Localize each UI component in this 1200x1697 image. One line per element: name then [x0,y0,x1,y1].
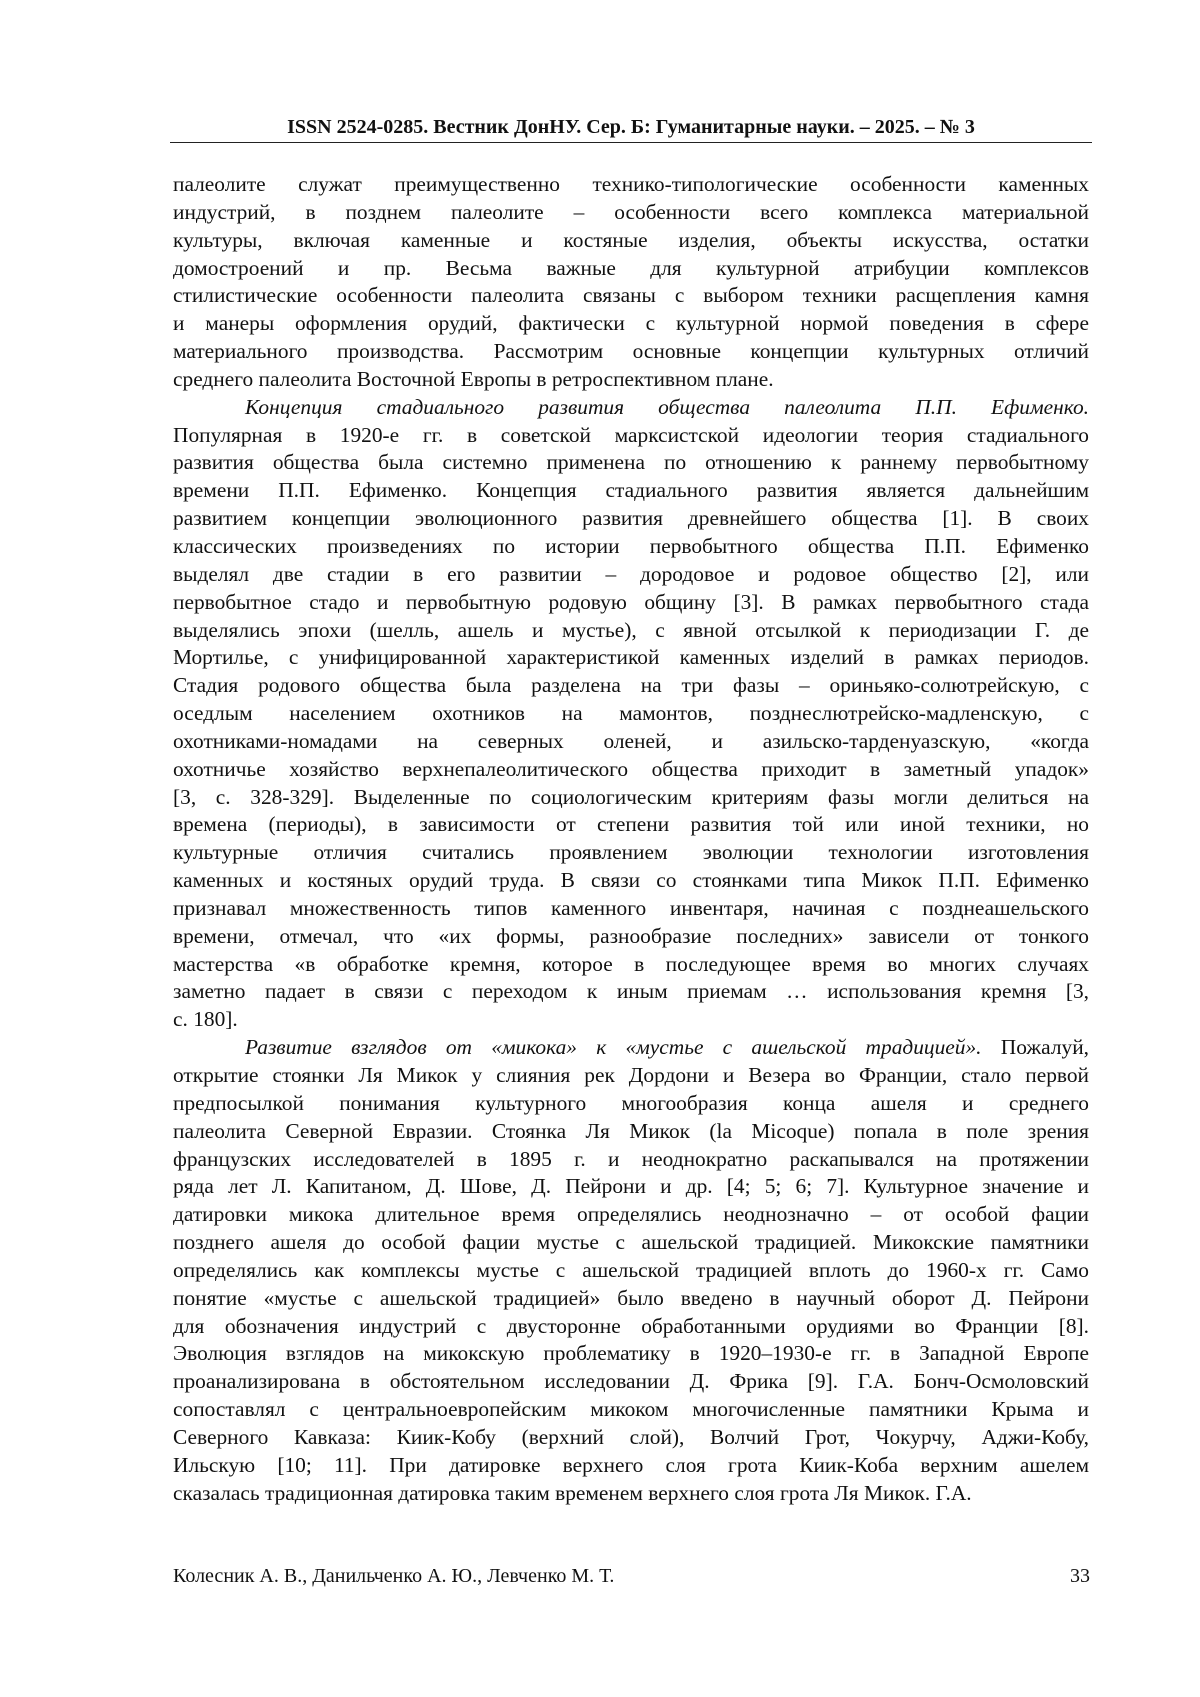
text-line: Популярная в 1920-е гг. в советской марксистской идеологии теория стадиального [173,422,1089,447]
text-line: первобытное стадо и первобытную родовую общину [3]. В рамках первобытного стада [173,589,1089,614]
text-line: развития общества была системно применена по отношению к раннему первобытному [173,450,1089,475]
paragraph-2-heading-line [173,394,1089,422]
text-line: материального производства. Рассмотрим основные концепции культурных отличий [173,339,1089,364]
text-line: открытие стоянки Ля Микок у слияния рек Дордони и Везера во Франции, стало первой [173,1063,1089,1087]
text-line: сопоставлял с центральноевропейским микоком многочисленные памятники Крыма и [173,1397,1089,1422]
section-heading-stadial: Концепция стадиального развития общества палеолита П.П. Ефименко. [245,394,1089,419]
text-line: Северного Кавказа: Киик-Кобу (верхний слой), Волчий Грот, Чокурчу, Аджи-Кобу, [173,1424,1089,1449]
text-line: выделялись эпохи (шелль, ашель и мустье), с явной отсылкой к периодизации Г. де [173,617,1089,642]
paragraph-3-heading-line [173,1034,1089,1062]
text-line: палеолита Северной Евразии. Стоянка Ля Микок (la Micoque) попала в поле зрения [173,1118,1089,1143]
text-line: и манеры оформления орудий, фактически с культурной нормой поведения в сфере [173,311,1089,336]
text-line: позднего ашеля до особой фации мустье с ашельской традицией. Микокские памятники [173,1230,1089,1255]
text-line: времена (периоды), в зависимости от степени развития той или иной техники, но [173,812,1089,837]
section-heading-micoque: Развитие взглядов от «микока» к «мустье с ашельской традицией». [245,1035,982,1060]
text-line: датировки микока длительное время определялись неоднозначно – от особой фации [173,1202,1089,1227]
header-rule [170,142,1092,143]
paragraph-3-heading-tail: Пожалуй, [981,1035,1089,1060]
text-line: развитием концепции эволюционного развития древнейшего общества [1]. В своих [173,506,1089,531]
footer-authors: Колесник А. В., Данильченко А. Ю., Левченко М. Т. [173,1565,615,1587]
text-line: среднего палеолита Восточной Европы в ретроспективном плане. [173,366,774,391]
text-line: с. 180]. [173,1007,238,1032]
text-line: охотниками-номадами на северных оленей, и азильско-тарденуазскую, «когда [173,728,1089,753]
paragraph-1 [173,171,1089,394]
text-line: выделял две стадии в его развитии – дородовое и родовое общество [2], или [173,561,1089,586]
paragraph-2 [173,394,1089,1034]
text-line: времени П.П. Ефименко. Концепция стадиального развития является дальнейшим [173,478,1089,503]
text-line: времени, отмечал, что «их формы, разнообразие последних» зависели от тонкого [173,923,1089,948]
text-line: охотничье хозяйство верхнепалеолитического общества приходит в заметный упадок» [173,756,1089,781]
journal-header: ISSN 2524-0285. Вестник ДонНУ. Сер. Б: Гуманитарные науки. – 2025. – № 3 [287,116,975,138]
text-line: стилистические особенности палеолита связаны с выбором техники расщепления камня [173,283,1089,308]
text-line: проанализирована в обстоятельном исследовании Д. Фрика [9]. Г.А. Бонч-Осмоловский [173,1369,1089,1394]
text-line: Мортилье, с унифицированной характеристикой каменных изделий в рамках периодов. [173,645,1089,670]
paragraph-3 [173,1034,1089,1507]
text-line: французских исследователей в 1895 г. и неоднократно раскапывался на протяжении [173,1146,1089,1171]
text-line: для обозначения индустрий с двусторонне обработанными орудиями во Франции [8]. [173,1313,1089,1338]
text-line: понятие «мустье с ашельской традицией» было введено в научный оборот Д. Пейрони [173,1285,1089,1310]
text-line: каменных и костяных орудий труда. В связи со стоянками типа Микок П.П. Ефименко [173,868,1089,893]
article-body [173,171,1089,1508]
text-line: культурные отличия считались проявлением эволюции технологии изготовления [173,840,1089,865]
page-number: 33 [1070,1565,1090,1587]
text-line: Эволюция взглядов на микокскую проблематику в 1920–1930-е гг. в Западной Европе [173,1341,1089,1366]
text-line: оседлым населением охотников на мамонтов, позднеслютрейско-мадленскую, с [173,701,1089,726]
text-line: ряда лет Л. Капитаном, Д. Шове, Д. Пейрони и др. [4; 5; 6; 7]. Культурное значение и [173,1174,1089,1199]
text-line: мастерства «в обработке кремня, которое в последующее время во многих случаях [173,951,1089,976]
text-line: классических произведениях по истории первобытного общества П.П. Ефименко [173,533,1089,558]
text-line: культуры, включая каменные и костяные изделия, объекты искусства, остатки [173,227,1089,252]
text-line: заметно падает в связи с переходом к иным приемам … использования кремня [3, [173,979,1089,1004]
text-line: определялись как комплексы мустье с ашельской традицией вплоть до 1960-х гг. Само [173,1257,1089,1282]
text-line: индустрий, в позднем палеолите – особенности всего комплекса материальной [173,199,1089,224]
text-line: палеолите служат преимущественно технико-типологические особенности каменных [173,172,1089,196]
text-line: Стадия родового общества была разделена на три фазы – ориньяко-солютрейскую, с [173,673,1089,698]
text-line: признавал множественность типов каменного инвентаря, начиная с позднеашельского [173,895,1089,920]
text-line: предпосылкой понимания культурного многообразия конца ашеля и среднего [173,1090,1089,1115]
text-line: [3, с. 328-329]. Выделенные по социологическим критериям фазы могли делиться на [173,784,1089,809]
text-line: домостроений и пр. Весьма важные для культурной атрибуции комплексов [173,255,1089,280]
text-line: Ильскую [10; 11]. При датировке верхнего слоя грота Киик-Коба верхним ашелем [173,1452,1089,1477]
text-line: сказалась традиционная датировка таким временем верхнего слоя грота Ля Микок. Г.А. [173,1480,972,1505]
